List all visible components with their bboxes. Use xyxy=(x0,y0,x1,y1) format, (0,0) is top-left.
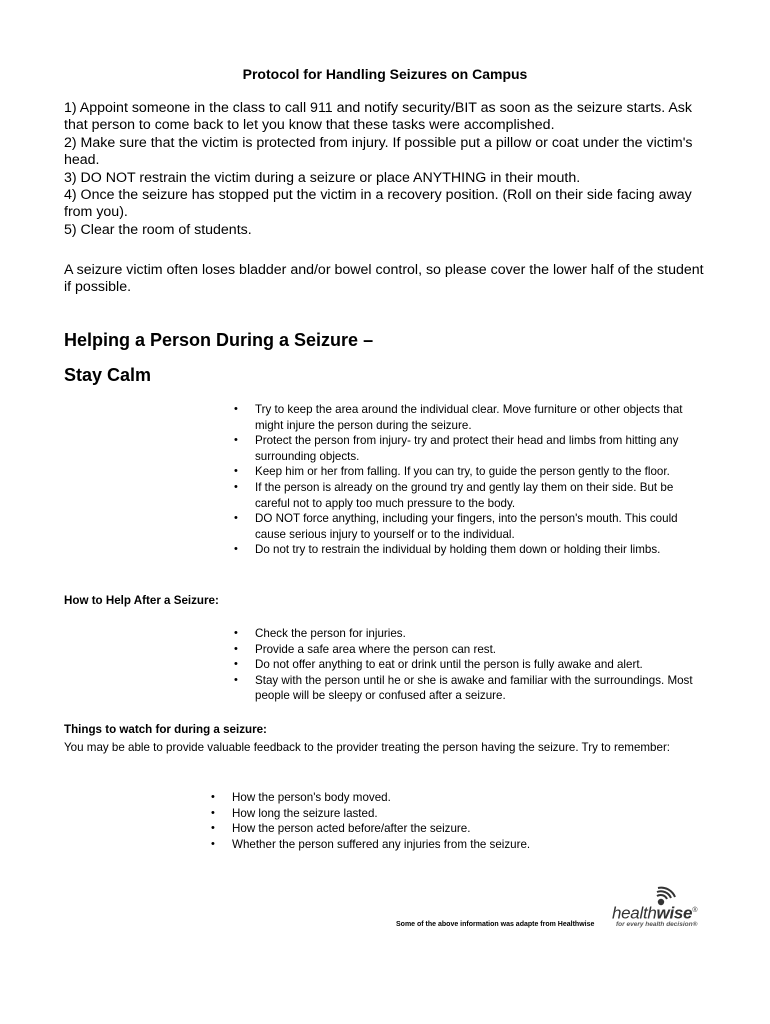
bullet-icon: • xyxy=(211,837,215,850)
bullet-icon: • xyxy=(234,543,238,556)
after-seizure-list xyxy=(232,626,707,704)
during-seizure-list xyxy=(232,402,707,558)
watch-intro: You may be able to provide valuable feedback to the provider treating the person having the seizure. Try to remember: xyxy=(64,741,671,754)
bullet-icon: • xyxy=(234,403,238,415)
protocol-step: 3) DO NOT restrain the victim during a seizure or place ANYTHING in their mouth. xyxy=(64,169,581,186)
watch-list xyxy=(209,790,629,852)
bullet-icon: • xyxy=(234,434,238,447)
list-item: • Try to keep the area around the individual clear. Move furniture or other objects that might injure the person during the seizure. xyxy=(234,403,683,432)
bullet-icon: • xyxy=(234,465,238,478)
section-heading: Helping a Person During a Seizure – xyxy=(64,330,374,350)
protocol-steps xyxy=(64,100,714,239)
logo-tagline: for every health decision® xyxy=(616,921,698,928)
list-item: • How the person acted before/after the seizure. xyxy=(211,822,471,836)
protocol-step: 1) Appoint someone in the class to call 911 and notify security/BIT as soon as the seizure starts. Ask that person to come back to let you know that these tasks were accomplished. xyxy=(64,100,692,134)
bullet-icon: • xyxy=(234,480,238,493)
protocol-step: 5) Clear the room of students. xyxy=(64,221,252,238)
list-item: • Protect the person from injury- try and protect their head and limbs from hitting any surrounding objects. xyxy=(234,434,679,463)
list-item: • How long the seizure lasted. xyxy=(211,806,378,820)
list-item: • Keep him or her from falling. If you can try, to guide the person gently to the floor. xyxy=(234,465,670,479)
bullet-icon: • xyxy=(234,642,238,655)
list-item: • If the person is already on the ground try and gently lay them on their side. But be careful not to apply too much pressure to the body. xyxy=(234,480,674,510)
bladder-note: A seizure victim often loses bladder and/or bowel control, so please cover the lower half of the student if possible. xyxy=(64,262,704,296)
source-note: Some of the above information was adapte from Healthwise xyxy=(396,921,595,928)
list-item: • DO NOT force anything, including your fingers, into the person's mouth. This could cause serious injury to yourself or to the individual. xyxy=(234,512,678,541)
document-title: Protocol for Handling Seizures on Campus xyxy=(242,66,528,82)
bullet-icon: • xyxy=(211,791,215,803)
list-item: • Provide a safe area where the person can rest. xyxy=(234,642,497,656)
list-item: • Do not try to restrain the individual by holding them down or holding their limbs. xyxy=(234,543,661,557)
bullet-icon: • xyxy=(234,627,238,639)
list-item: • Whether the person suffered any injuries from the seizure. xyxy=(211,837,531,851)
bullet-icon: • xyxy=(211,822,215,835)
protocol-step: 4) Once the seizure has stopped put the victim in a recovery position. (Roll on their side facing away from you). xyxy=(64,187,692,221)
logo-wordmark: healthwise® xyxy=(612,903,698,923)
list-item: • Stay with the person until he or she is awake and familiar with the surroundings. Most people will be sleepy or confused after a seizure. xyxy=(234,673,693,703)
bullet-icon: • xyxy=(234,512,238,525)
list-item: • How the person's body moved. xyxy=(211,791,391,804)
after-seizure-heading: How to Help After a Seizure: xyxy=(64,594,219,607)
section-subheading: Stay Calm xyxy=(64,365,152,385)
bullet-icon: • xyxy=(234,673,238,686)
bullet-icon: • xyxy=(234,658,238,671)
bullet-icon: • xyxy=(211,806,215,819)
protocol-step: 2) Make sure that the victim is protected from injury. If possible put a pillow or coat under the victim's head. xyxy=(64,134,693,169)
healthwise-logo xyxy=(608,886,716,936)
list-item: • Do not offer anything to eat or drink until the person is fully awake and alert. xyxy=(234,658,643,672)
list-item: • Check the person for injuries. xyxy=(234,627,406,640)
watch-heading: Things to watch for during a seizure: xyxy=(64,723,267,736)
